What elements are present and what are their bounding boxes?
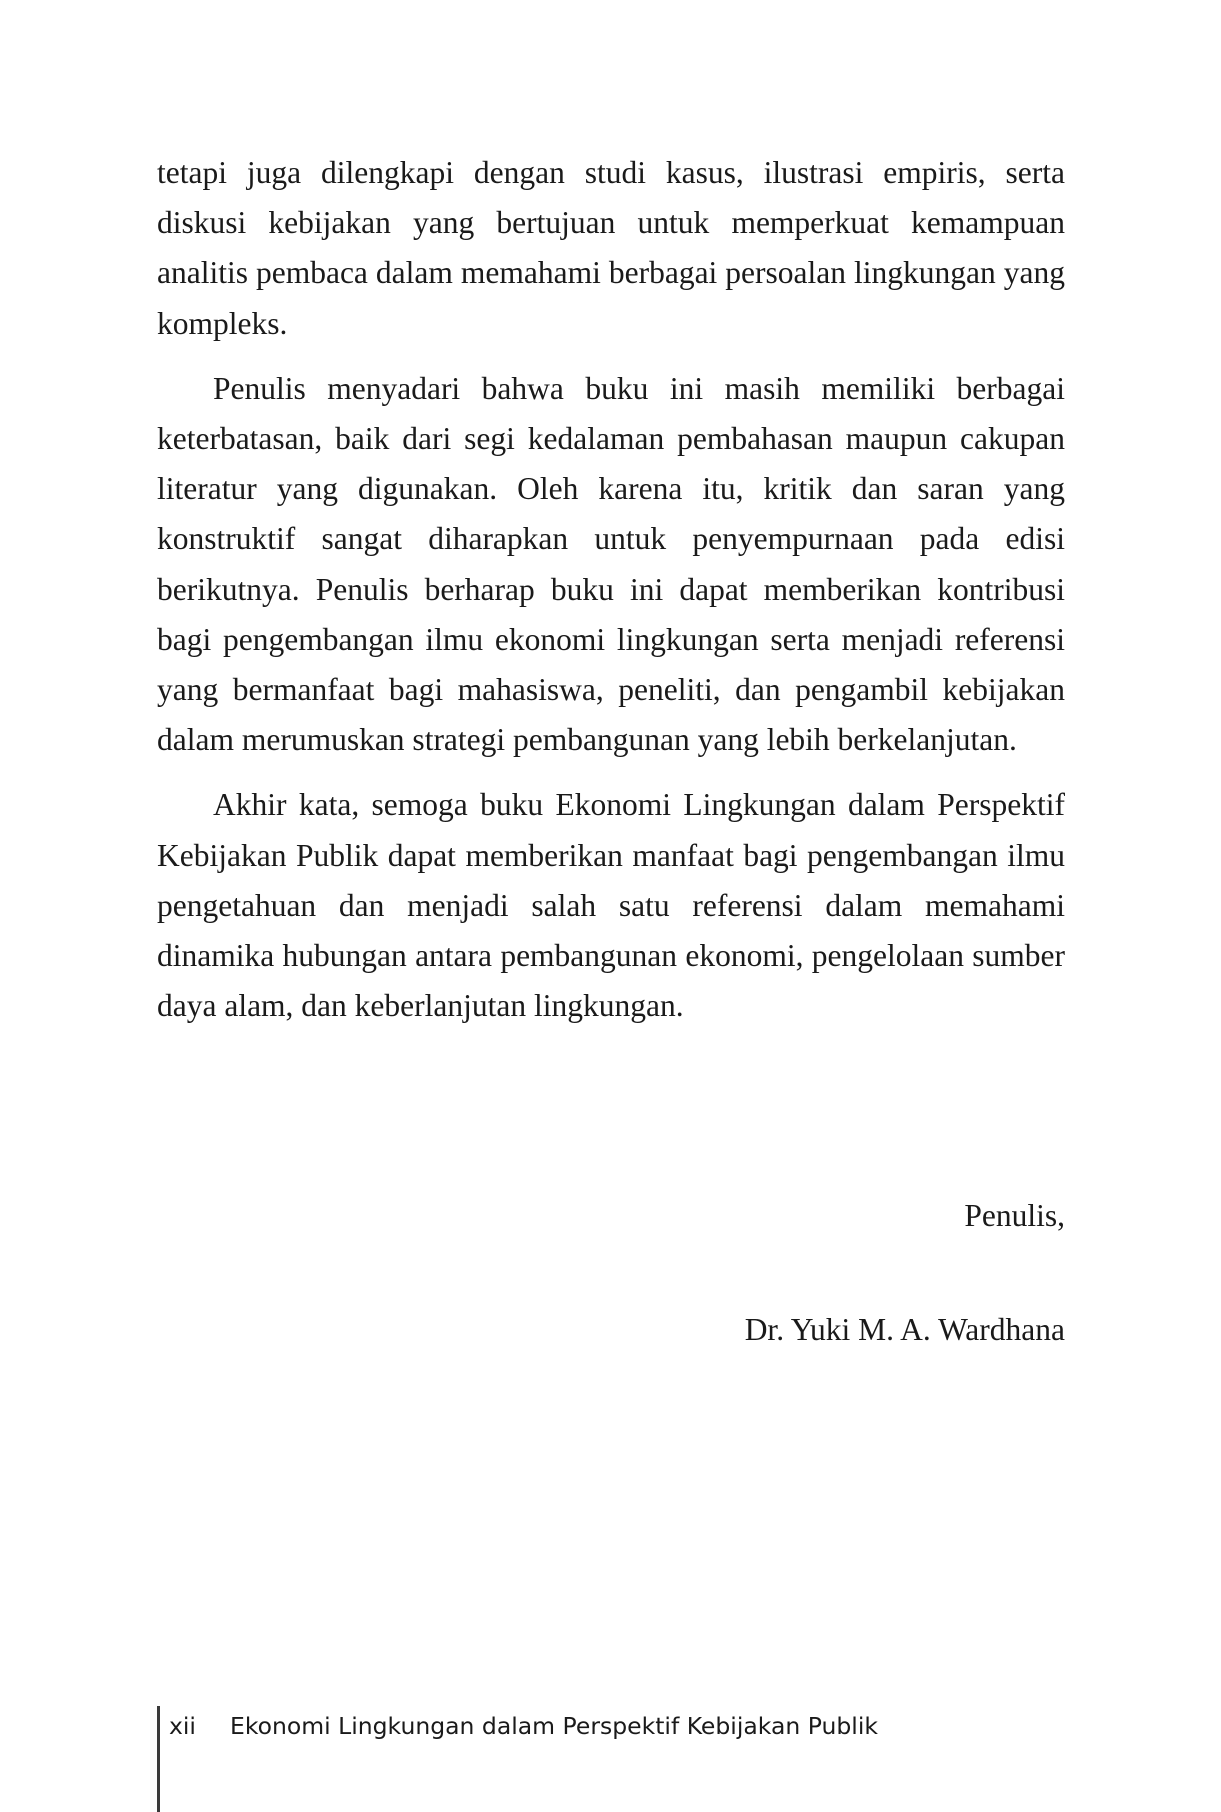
footer-divider: [157, 1706, 160, 1812]
page-footer: [169, 1712, 878, 1740]
body-text: [157, 148, 1065, 1046]
paragraph-closing-remarks: Akhir kata, semoga buku Ekonomi Lingkungan dalam Perspektif Kebijakan Publik dapat memberikan manfaat bagi pengembangan ilmu pengetahuan dan menjadi salah satu referensi dalam memahami dinamika hubungan antara pembangunan ekonomi, pengelolaan sumber daya alam, dan keberlanjutan lingkungan.: [157, 787, 1065, 1024]
author-name: Dr. Yuki M. A. Wardhana: [744, 1312, 1065, 1347]
closing-salutation: Penulis,: [964, 1198, 1065, 1233]
page-number: xii: [169, 1712, 196, 1740]
running-title: Ekonomi Lingkungan dalam Perspektif Kebijakan Publik: [229, 1712, 878, 1740]
paragraph-continuation: tetapi juga dilengkapi dengan studi kasus, ilustrasi empiris, serta diskusi kebijakan yang bertujuan untuk memperkuat kemampuan analitis pembaca dalam memahami berbagai persoalan lingkungan yang kompleks.: [157, 155, 1065, 341]
paragraph-limitations: Penulis menyadari bahwa buku ini masih memiliki berbagai keterbatasan, baik dari segi kedalaman pembahasan maupun cakupan literatur yang digunakan. Oleh karena itu, kritik dan saran yang konstruktif sangat diharapkan untuk penyempurnaan pada edisi berikutnya. Penulis berharap buku ini dapat memberikan kontribusi bagi pengembangan ilmu ekonomi lingkungan serta menjadi referensi yang bermanfaat bagi mahasiswa, peneliti, dan pengambil kebijakan dalam merumuskan strategi pembangunan yang lebih berkelanjutan.: [157, 370, 1065, 758]
